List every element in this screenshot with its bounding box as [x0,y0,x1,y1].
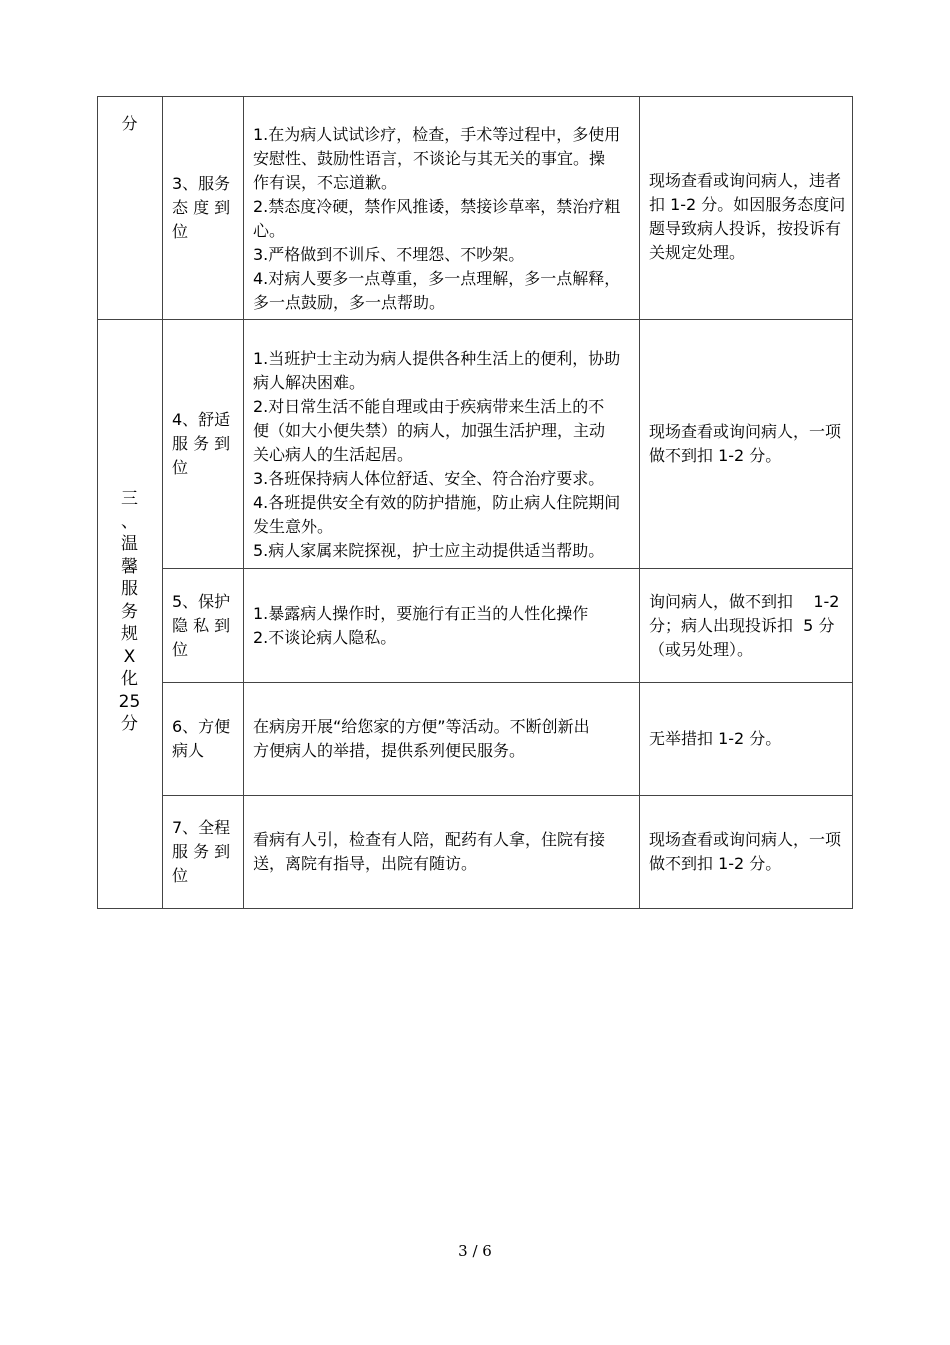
assessment-cell: 无举措扣 1-2 分。 [649,729,782,748]
requirements-cell: 1.暴露病人操作时，要施行有正当的人性化操作 2.不谈论病人隐私。 [253,603,589,647]
page-number: 3 / 6 [458,1242,492,1260]
service-standards-table [97,96,853,909]
item-cell: 7、全程 服 务 到 位 [172,818,231,885]
requirements-cell: 在病房开展“给您家的方便”等活动。不断创新出 方便病人的举措，提供系列便民服务。 [253,717,590,760]
item-cell: 5、保护 隐 私 到 位 [172,591,231,659]
assessment-cell: 现场查看或询问病人，一项 做不到扣 1-2 分。 [649,422,842,465]
prev-category-tail: 分 [121,114,138,133]
assessment-cell: 现场查看或询问病人，违者 扣 1-2 分。如因服务态度问 题导致病人投诉，按投诉有 关规定处理。 [649,171,846,262]
requirements-cell: 1.在为病人试试诊疗，检查，手术等过程中，多使用 安慰性、鼓励性语言，不谈论与其无关的事宜。操 作有误，不忘道歉。 2.禁态度冷硬，禁作风推诿，禁接诊草率，禁治疗粗 心。 3.严格做到不训斥、不埋怨、不吵架。 4.对病人要多一点尊重，多一点理解，多一点解释， 多一点鼓励，多一点帮助。 [253,125,621,312]
category-label: 三 、 温 馨 服 务 规 X 化 25 分 [118,489,141,734]
item-cell: 4、舒适 服 务 到 位 [172,410,231,477]
assessment-cell: 询问病人，做不到扣 1-2 分；病人出现投诉扣 5 分 （或另处理）。 [649,591,840,659]
item-cell: 3、服务 态 度 到 位 [172,174,231,241]
requirements-cell: 1.当班护士主动为病人提供各种生活上的便利，协助 病人解决困难。 2.对日常生活不能自理或由于疾病带来生活上的不 便（如大小便失禁）的病人，加强生活护理，主动 关心病人的生活起居。 3.各班保持病人体位舒适、安全、符合治疗要求。 4.各班提供安全有效的防护措施，防止病人住院期间 发生意外。 5.病人家属来院探视，护士应主动提供适当帮助。 [253,349,621,560]
assessment-cell: 现场查看或询问病人，一项 做不到扣 1-2 分。 [649,830,842,873]
requirements-cell: 看病有人引，检查有人陪，配药有人拿，住院有接 送，离院有指导，出院有随访。 [253,830,606,873]
item-cell: 6、方便 病人 [172,717,231,760]
